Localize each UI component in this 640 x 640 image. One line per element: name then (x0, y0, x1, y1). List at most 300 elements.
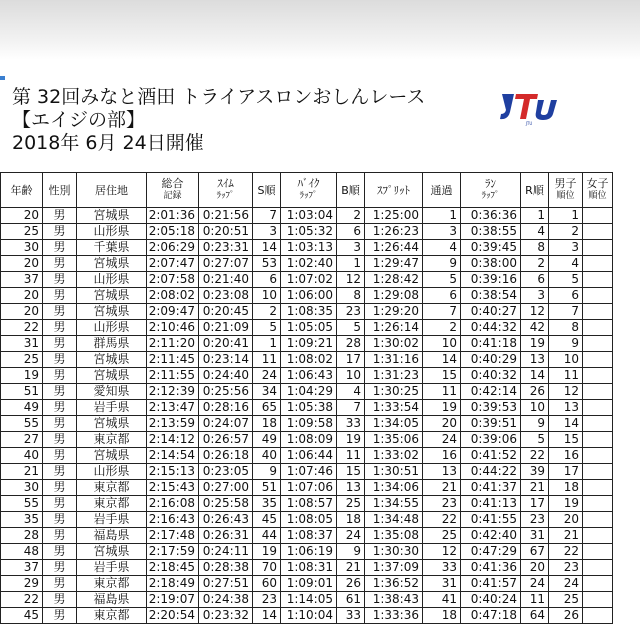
cell-female_rank (583, 208, 613, 224)
cell-r_rank: 22 (521, 448, 549, 464)
cell-age: 20 (1, 304, 43, 320)
cell-pass: 1 (423, 208, 461, 224)
table-row (1, 352, 613, 368)
column-header-pref (77, 173, 147, 208)
cell-female_rank (583, 304, 613, 320)
cell-male_rank: 18 (549, 480, 583, 496)
cell-b_rank: 1 (337, 256, 365, 272)
cell-split: 1:26:14 (365, 320, 423, 336)
column-header-r_rank (521, 173, 549, 208)
cell-bike: 1:07:46 (281, 464, 337, 480)
cell-pass: 3 (423, 224, 461, 240)
top-shade (0, 0, 640, 60)
cell-run: 0:40:24 (461, 592, 521, 608)
cell-total: 2:11:20 (147, 336, 199, 352)
cell-pass: 21 (423, 480, 461, 496)
cell-r_rank: 20 (521, 560, 549, 576)
cell-r_rank: 13 (521, 352, 549, 368)
logo-j (500, 94, 514, 119)
cell-pref: 宮城県 (77, 416, 147, 432)
column-header-label: R順 (525, 183, 544, 197)
cell-s_rank: 2 (253, 304, 281, 320)
cell-female_rank (583, 400, 613, 416)
cell-bike: 1:06:19 (281, 544, 337, 560)
table-row (1, 400, 613, 416)
cell-pass: 33 (423, 560, 461, 576)
cell-run: 0:41:36 (461, 560, 521, 576)
cell-pref: 愛知県 (77, 384, 147, 400)
cell-sex: 男 (43, 336, 77, 352)
cell-s_rank: 44 (253, 528, 281, 544)
table-row (1, 592, 613, 608)
cell-r_rank: 11 (521, 592, 549, 608)
cell-pass: 24 (423, 432, 461, 448)
cell-sex: 男 (43, 592, 77, 608)
cell-pass: 19 (423, 400, 461, 416)
cell-total: 2:06:29 (147, 240, 199, 256)
cell-pass: 9 (423, 256, 461, 272)
cell-male_rank: 1 (549, 208, 583, 224)
cell-b_rank: 11 (337, 448, 365, 464)
cell-total: 2:15:43 (147, 480, 199, 496)
cell-pass: 13 (423, 464, 461, 480)
cell-swim: 0:27:51 (199, 576, 253, 592)
cell-female_rank (583, 224, 613, 240)
column-header-run (461, 173, 521, 208)
cell-bike: 1:08:37 (281, 528, 337, 544)
cell-run: 0:47:18 (461, 608, 521, 624)
cell-b_rank: 13 (337, 480, 365, 496)
cell-pref: 宮城県 (77, 304, 147, 320)
cell-bike: 1:04:29 (281, 384, 337, 400)
column-header-sex (43, 173, 77, 208)
cell-b_rank: 6 (337, 224, 365, 240)
cell-total: 2:17:59 (147, 544, 199, 560)
cell-swim: 0:23:31 (199, 240, 253, 256)
cell-r_rank: 9 (521, 416, 549, 432)
column-header-label: 女子 (586, 177, 609, 190)
cell-split: 1:35:08 (365, 528, 423, 544)
cell-bike: 1:06:44 (281, 448, 337, 464)
cell-pass: 18 (423, 608, 461, 624)
column-header-sublabel: ﾗｯﾌﾟ (299, 191, 318, 201)
cell-male_rank: 6 (549, 288, 583, 304)
logo-u (536, 100, 557, 120)
cell-sex: 男 (43, 576, 77, 592)
cell-b_rank: 15 (337, 464, 365, 480)
cell-bike: 1:08:35 (281, 304, 337, 320)
cell-female_rank (583, 480, 613, 496)
column-header-total (147, 173, 199, 208)
cell-swim: 0:24:11 (199, 544, 253, 560)
cell-split: 1:31:23 (365, 368, 423, 384)
cell-bike: 1:08:02 (281, 352, 337, 368)
cell-s_rank: 3 (253, 224, 281, 240)
cell-s_rank: 19 (253, 544, 281, 560)
cell-total: 2:20:54 (147, 608, 199, 624)
logo-text: JTU (525, 121, 533, 126)
cell-swim: 0:23:05 (199, 464, 253, 480)
cell-pref: 宮城県 (77, 448, 147, 464)
cell-pass: 4 (423, 240, 461, 256)
event-title: 第 32回みなと酒田 トライアスロンおしんレース (12, 86, 426, 108)
cell-pass: 6 (423, 288, 461, 304)
cell-r_rank: 42 (521, 320, 549, 336)
cell-swim: 0:24:07 (199, 416, 253, 432)
table-row (1, 496, 613, 512)
column-header-sublabel: 順位 (556, 191, 575, 201)
cell-female_rank (583, 288, 613, 304)
cell-b_rank: 33 (337, 416, 365, 432)
cell-s_rank: 5 (253, 320, 281, 336)
cell-run: 0:44:22 (461, 464, 521, 480)
cell-swim: 0:24:40 (199, 368, 253, 384)
cell-b_rank: 18 (337, 512, 365, 528)
cell-pass: 5 (423, 272, 461, 288)
cell-pref: 千葉県 (77, 240, 147, 256)
cell-pref: 宮城県 (77, 544, 147, 560)
cell-pass: 31 (423, 576, 461, 592)
cell-r_rank: 12 (521, 304, 549, 320)
cell-b_rank: 24 (337, 528, 365, 544)
division-label: 【エイジの部】 (12, 109, 146, 131)
column-header-label: ｽﾌﾟﾘｯﾄ (377, 183, 410, 197)
cell-total: 2:19:07 (147, 592, 199, 608)
cell-swim: 0:21:40 (199, 272, 253, 288)
cell-sex: 男 (43, 256, 77, 272)
cell-pref: 東京都 (77, 576, 147, 592)
cell-female_rank (583, 528, 613, 544)
cell-female_rank (583, 416, 613, 432)
cell-swim: 0:26:18 (199, 448, 253, 464)
cell-bike: 1:05:05 (281, 320, 337, 336)
cell-female_rank (583, 256, 613, 272)
table-row (1, 240, 613, 256)
cell-age: 55 (1, 496, 43, 512)
cell-split: 1:31:16 (365, 352, 423, 368)
cell-run: 0:41:37 (461, 480, 521, 496)
cell-male_rank: 15 (549, 432, 583, 448)
cell-run: 0:41:13 (461, 496, 521, 512)
cell-b_rank: 8 (337, 288, 365, 304)
cell-swim: 0:23:14 (199, 352, 253, 368)
cell-pref: 岩手県 (77, 400, 147, 416)
cell-pref: 山形県 (77, 320, 147, 336)
cell-sex: 男 (43, 208, 77, 224)
cell-split: 1:33:02 (365, 448, 423, 464)
table-row (1, 272, 613, 288)
cell-b_rank: 33 (337, 608, 365, 624)
cell-male_rank: 12 (549, 384, 583, 400)
cell-bike: 1:14:05 (281, 592, 337, 608)
table-row (1, 224, 613, 240)
document-header (12, 86, 425, 155)
cell-s_rank: 51 (253, 480, 281, 496)
cell-age: 30 (1, 480, 43, 496)
cell-s_rank: 65 (253, 400, 281, 416)
cell-run: 0:40:29 (461, 352, 521, 368)
cell-sex: 男 (43, 512, 77, 528)
cell-total: 2:16:08 (147, 496, 199, 512)
cell-r_rank: 67 (521, 544, 549, 560)
table-row (1, 368, 613, 384)
cell-split: 1:34:05 (365, 416, 423, 432)
cell-swim: 0:23:32 (199, 608, 253, 624)
cell-swim: 0:23:08 (199, 288, 253, 304)
cell-sex: 男 (43, 368, 77, 384)
column-header-label: 通過 (430, 183, 453, 197)
cell-female_rank (583, 608, 613, 624)
cell-s_rank: 60 (253, 576, 281, 592)
cell-split: 1:29:20 (365, 304, 423, 320)
cell-r_rank: 4 (521, 224, 549, 240)
table-row (1, 512, 613, 528)
cell-s_rank: 70 (253, 560, 281, 576)
cell-sex: 男 (43, 400, 77, 416)
cell-r_rank: 14 (521, 368, 549, 384)
column-header-label: ｽｲﾑ (217, 177, 234, 190)
cell-split: 1:30:51 (365, 464, 423, 480)
cell-sex: 男 (43, 352, 77, 368)
cell-pass: 20 (423, 416, 461, 432)
table-row (1, 320, 613, 336)
cell-r_rank: 23 (521, 512, 549, 528)
cell-total: 2:16:43 (147, 512, 199, 528)
column-header-s_rank (253, 173, 281, 208)
cell-total: 2:15:13 (147, 464, 199, 480)
cell-pref: 岩手県 (77, 512, 147, 528)
cell-split: 1:30:25 (365, 384, 423, 400)
cell-female_rank (583, 448, 613, 464)
cell-b_rank: 61 (337, 592, 365, 608)
cell-s_rank: 7 (253, 208, 281, 224)
cell-split: 1:33:36 (365, 608, 423, 624)
cell-total: 2:18:45 (147, 560, 199, 576)
column-header-sublabel: ﾗｯﾌﾟ (216, 191, 235, 201)
cell-swim: 0:25:56 (199, 384, 253, 400)
cell-bike: 1:03:13 (281, 240, 337, 256)
cell-sex: 男 (43, 496, 77, 512)
cell-female_rank (583, 560, 613, 576)
cell-run: 0:47:29 (461, 544, 521, 560)
cell-s_rank: 40 (253, 448, 281, 464)
cell-s_rank: 6 (253, 272, 281, 288)
cell-r_rank: 26 (521, 384, 549, 400)
cell-swim: 0:24:38 (199, 592, 253, 608)
cell-age: 40 (1, 448, 43, 464)
cell-pref: 山形県 (77, 464, 147, 480)
cell-female_rank (583, 464, 613, 480)
cell-male_rank: 13 (549, 400, 583, 416)
jtu-logo-icon (496, 86, 562, 126)
table-row (1, 480, 613, 496)
column-header-label: B順 (341, 183, 360, 197)
cell-run: 0:36:36 (461, 208, 521, 224)
cell-age: 29 (1, 576, 43, 592)
cell-pref: 群馬県 (77, 336, 147, 352)
column-header-label: S順 (257, 183, 276, 197)
cell-r_rank: 31 (521, 528, 549, 544)
table-row (1, 544, 613, 560)
cell-s_rank: 53 (253, 256, 281, 272)
cell-r_rank: 39 (521, 464, 549, 480)
cell-r_rank: 1 (521, 208, 549, 224)
cell-split: 1:28:42 (365, 272, 423, 288)
results-table (0, 172, 613, 624)
cell-r_rank: 19 (521, 336, 549, 352)
cell-s_rank: 35 (253, 496, 281, 512)
column-header-b_rank (337, 173, 365, 208)
cell-total: 2:17:48 (147, 528, 199, 544)
cell-r_rank: 3 (521, 288, 549, 304)
cell-split: 1:30:02 (365, 336, 423, 352)
cell-female_rank (583, 336, 613, 352)
cell-s_rank: 49 (253, 432, 281, 448)
cell-bike: 1:02:40 (281, 256, 337, 272)
cell-bike: 1:09:58 (281, 416, 337, 432)
cell-sex: 男 (43, 544, 77, 560)
column-header-sublabel: 順位 (588, 191, 607, 201)
cell-age: 30 (1, 240, 43, 256)
cell-s_rank: 45 (253, 512, 281, 528)
cell-total: 2:13:47 (147, 400, 199, 416)
cell-total: 2:13:59 (147, 416, 199, 432)
cell-total: 2:01:36 (147, 208, 199, 224)
cell-b_rank: 7 (337, 400, 365, 416)
cell-run: 0:41:57 (461, 576, 521, 592)
column-header-swim (199, 173, 253, 208)
cell-male_rank: 14 (549, 416, 583, 432)
cell-swim: 0:25:58 (199, 496, 253, 512)
cell-s_rank: 14 (253, 240, 281, 256)
cell-male_rank: 24 (549, 576, 583, 592)
cell-split: 1:36:52 (365, 576, 423, 592)
results-table-wrap (0, 172, 640, 640)
table-row (1, 528, 613, 544)
cell-male_rank: 11 (549, 368, 583, 384)
cell-age: 21 (1, 464, 43, 480)
cell-r_rank: 5 (521, 432, 549, 448)
cell-age: 45 (1, 608, 43, 624)
cell-pref: 宮城県 (77, 208, 147, 224)
cell-b_rank: 17 (337, 352, 365, 368)
cell-split: 1:38:43 (365, 592, 423, 608)
cell-pref: 宮城県 (77, 352, 147, 368)
cell-female_rank (583, 544, 613, 560)
cell-run: 0:38:00 (461, 256, 521, 272)
cell-split: 1:34:48 (365, 512, 423, 528)
table-row (1, 608, 613, 624)
cell-s_rank: 34 (253, 384, 281, 400)
cell-sex: 男 (43, 416, 77, 432)
column-header-age (1, 173, 43, 208)
cell-bike: 1:10:04 (281, 608, 337, 624)
column-header-bike (281, 173, 337, 208)
cell-pref: 東京都 (77, 608, 147, 624)
cell-b_rank: 9 (337, 544, 365, 560)
cell-swim: 0:21:56 (199, 208, 253, 224)
cell-pass: 41 (423, 592, 461, 608)
cell-r_rank: 17 (521, 496, 549, 512)
cell-pref: 宮城県 (77, 368, 147, 384)
cell-pass: 14 (423, 352, 461, 368)
cell-male_rank: 17 (549, 464, 583, 480)
edge-mark (0, 76, 5, 80)
cell-female_rank (583, 384, 613, 400)
cell-bike: 1:03:04 (281, 208, 337, 224)
cell-b_rank: 25 (337, 496, 365, 512)
cell-total: 2:08:02 (147, 288, 199, 304)
cell-r_rank: 2 (521, 256, 549, 272)
cell-male_rank: 3 (549, 240, 583, 256)
cell-swim: 0:26:31 (199, 528, 253, 544)
cell-b_rank: 5 (337, 320, 365, 336)
cell-bike: 1:08:31 (281, 560, 337, 576)
cell-bike: 1:09:21 (281, 336, 337, 352)
cell-total: 2:12:39 (147, 384, 199, 400)
cell-bike: 1:08:57 (281, 496, 337, 512)
cell-split: 1:26:23 (365, 224, 423, 240)
cell-sex: 男 (43, 288, 77, 304)
cell-s_rank: 11 (253, 352, 281, 368)
cell-bike: 1:07:06 (281, 480, 337, 496)
cell-swim: 0:26:43 (199, 512, 253, 528)
cell-pref: 宮城県 (77, 256, 147, 272)
cell-run: 0:41:18 (461, 336, 521, 352)
cell-sex: 男 (43, 480, 77, 496)
cell-pref: 東京都 (77, 480, 147, 496)
table-row (1, 560, 613, 576)
cell-swim: 0:20:45 (199, 304, 253, 320)
cell-run: 0:38:55 (461, 224, 521, 240)
cell-bike: 1:05:38 (281, 400, 337, 416)
cell-run: 0:42:40 (461, 528, 521, 544)
cell-total: 2:05:18 (147, 224, 199, 240)
cell-age: 19 (1, 368, 43, 384)
cell-r_rank: 24 (521, 576, 549, 592)
cell-b_rank: 21 (337, 560, 365, 576)
cell-age: 25 (1, 352, 43, 368)
cell-male_rank: 19 (549, 496, 583, 512)
cell-total: 2:10:46 (147, 320, 199, 336)
table-row (1, 384, 613, 400)
cell-pref: 福島県 (77, 592, 147, 608)
cell-age: 37 (1, 272, 43, 288)
cell-swim: 0:26:57 (199, 432, 253, 448)
cell-pass: 16 (423, 448, 461, 464)
cell-b_rank: 12 (337, 272, 365, 288)
cell-age: 35 (1, 512, 43, 528)
cell-pass: 11 (423, 384, 461, 400)
cell-split: 1:33:54 (365, 400, 423, 416)
cell-age: 20 (1, 256, 43, 272)
cell-swim: 0:27:07 (199, 256, 253, 272)
cell-age: 22 (1, 320, 43, 336)
column-header-sublabel: ﾗｯﾌﾟ (481, 191, 500, 201)
cell-female_rank (583, 496, 613, 512)
cell-male_rank: 20 (549, 512, 583, 528)
cell-run: 0:39:06 (461, 432, 521, 448)
cell-pass: 22 (423, 512, 461, 528)
cell-female_rank (583, 432, 613, 448)
cell-run: 0:42:14 (461, 384, 521, 400)
cell-swim: 0:20:51 (199, 224, 253, 240)
column-header-label: ﾊﾞｲｸ (297, 177, 320, 190)
cell-bike: 1:09:01 (281, 576, 337, 592)
cell-run: 0:39:51 (461, 416, 521, 432)
cell-bike: 1:05:32 (281, 224, 337, 240)
cell-total: 2:07:47 (147, 256, 199, 272)
